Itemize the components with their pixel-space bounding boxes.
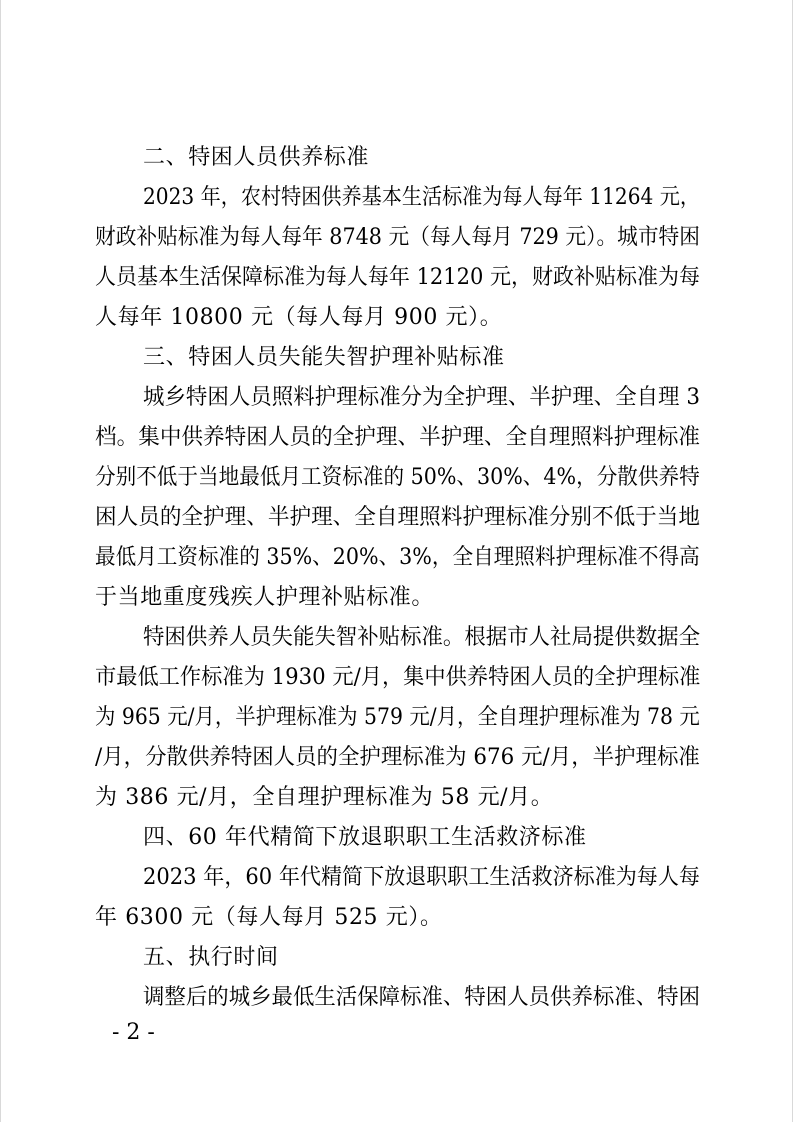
paragraph-line: 2023 年，农村特困供养基本生活标准为每人每年 11264 元， bbox=[143, 185, 700, 210]
section-heading-4: 四、60 年代精简下放退职职工生活救济标准 bbox=[143, 825, 587, 850]
paragraph-line: 年 6300 元（每人每月 525 元）。 bbox=[95, 905, 443, 930]
section-heading-2: 二、特困人员供养标准 bbox=[143, 145, 370, 170]
paragraph-line: 档。集中供养特困人员的全护理、半护理、全自理照料护理标准 bbox=[95, 425, 701, 450]
paragraph-line: 2023 年，60 年代精简下放退职职工生活救济标准为每人每 bbox=[143, 865, 700, 890]
paragraph-line: 最低月工资标准的 35%、20%、3%，全自理照料护理标准不得高 bbox=[95, 545, 700, 570]
paragraph-line: 城乡特困人员照料护理标准分为全护理、半护理、全自理 3 bbox=[143, 385, 700, 410]
paragraph-line: 为 965 元/月，半护理标准为 579 元/月，全自理护理标准为 78 元 bbox=[95, 705, 700, 730]
paragraph-line: 为 386 元/月，全自理护理标准为 58 元/月。 bbox=[95, 785, 554, 810]
page-edge-left bbox=[0, 0, 1, 1122]
paragraph-line: 分别不低于当地最低月工资标准的 50%、30%、4%，分散供养特 bbox=[95, 465, 700, 490]
paragraph-line: 人员基本生活保障标准为每人每年 12120 元，财政补贴标准为每 bbox=[95, 265, 700, 290]
paragraph-line: /月，分散供养特困人员的全护理标准为 676 元/月，半护理标准 bbox=[95, 745, 700, 770]
paragraph-line: 困人员的全护理、半护理、全自理照料护理标准分别不低于当地 bbox=[95, 505, 701, 530]
section-heading-5: 五、执行时间 bbox=[143, 945, 279, 970]
paragraph-line: 财政补贴标准为每人每年 8748 元（每人每月 729 元）。城市特困 bbox=[95, 225, 700, 250]
section-heading-3: 三、特困人员失能失智护理补贴标准 bbox=[143, 345, 505, 370]
paragraph-line: 市最低工作标准为 1930 元/月，集中供养特困人员的全护理标准 bbox=[95, 665, 701, 690]
paragraph-line: 特困供养人员失能失智补贴标准。根据市人社局提供数据全 bbox=[143, 625, 701, 650]
page-number: - 2 - bbox=[112, 1020, 155, 1045]
paragraph-line: 人每年 10800 元（每人每月 900 元）。 bbox=[95, 305, 503, 330]
paragraph-line: 于当地重度残疾人护理补贴标准。 bbox=[95, 585, 435, 610]
paragraph-line: 调整后的城乡最低生活保障标准、特困人员供养标准、特困 bbox=[143, 985, 701, 1010]
